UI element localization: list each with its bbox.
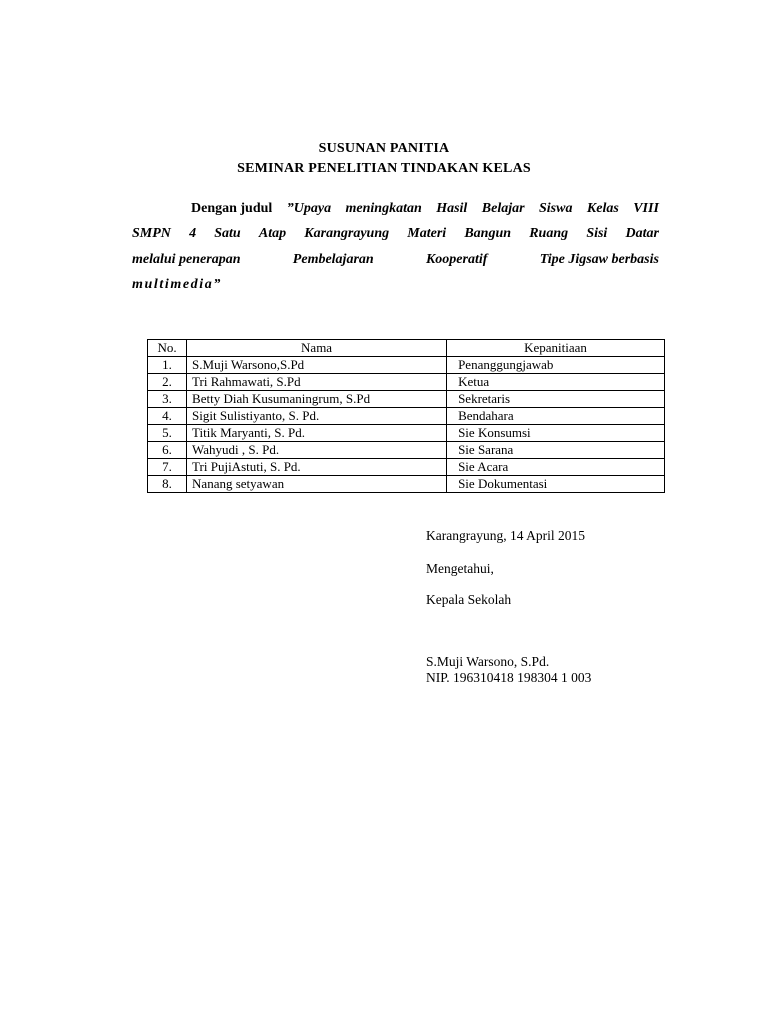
cell-kepanitiaan: Sie Dokumentasi: [447, 476, 665, 493]
intro-word: 4: [189, 226, 197, 241]
intro-word: melalui penerapan: [132, 252, 241, 267]
column-header-nama: Nama: [187, 340, 447, 357]
cell-kepanitiaan: Sie Acara: [447, 459, 665, 476]
table-row: [148, 425, 665, 442]
signature-nip: NIP. 196310418 198304 1 003: [426, 670, 592, 685]
table-header-row: [148, 340, 665, 357]
intro-word: Datar: [625, 226, 659, 241]
signature-place-date: Karangrayung, 14 April 2015: [426, 528, 585, 543]
document-title: SUSUNAN PANITIA: [318, 141, 450, 156]
cell-nama: Tri PujiAstuti, S. Pd.: [187, 459, 447, 476]
cell-kepanitiaan: Bendahara: [447, 408, 665, 425]
intro-word: Karangrayung: [304, 226, 390, 241]
document-subtitle: SEMINAR PENELITIAN TINDAKAN KELAS: [237, 161, 531, 176]
cell-no: 1.: [148, 357, 187, 374]
cell-nama: Nanang setyawan: [187, 476, 447, 493]
cell-no: 6.: [148, 442, 187, 459]
cell-no: 3.: [148, 391, 187, 408]
intro-word: Pembelajaran: [292, 252, 374, 267]
cell-nama: Sigit Sulistiyanto, S. Pd.: [187, 408, 447, 425]
signature-role: Kepala Sekolah: [426, 592, 512, 607]
cell-nama: Tri Rahmawati, S.Pd: [187, 374, 447, 391]
intro-word: Hasil: [436, 201, 468, 216]
intro-word: VIII: [633, 201, 659, 216]
cell-no: 2.: [148, 374, 187, 391]
intro-word: meningkatan: [345, 201, 422, 216]
cell-nama: Titik Maryanti, S. Pd.: [187, 425, 447, 442]
cell-no: 5.: [148, 425, 187, 442]
table-row: [148, 442, 665, 459]
table-row: [148, 374, 665, 391]
intro-line-1: [132, 200, 659, 218]
cell-no: 4.: [148, 408, 187, 425]
cell-nama: S.Muji Warsono,S.Pd: [187, 357, 447, 374]
intro-word: Satu: [214, 226, 241, 241]
cell-kepanitiaan: Sekretaris: [447, 391, 665, 408]
table-row: [148, 408, 665, 425]
intro-line-3: [132, 251, 659, 269]
cell-nama: Betty Diah Kusumaningrum, S.Pd: [187, 391, 447, 408]
intro-word: Sisi: [586, 226, 608, 241]
cell-kepanitiaan: Penanggungjawab: [447, 357, 665, 374]
intro-word: Tipe Jigsaw berbasis: [539, 252, 659, 267]
cell-nama: Wahyudi , S. Pd.: [187, 442, 447, 459]
intro-word: Belajar: [481, 201, 525, 216]
intro-word: multimedia”: [132, 277, 222, 292]
intro-line-4: [132, 276, 659, 294]
cell-kepanitiaan: Sie Konsumsi: [447, 425, 665, 442]
intro-word: Bangun: [464, 226, 512, 241]
committee-table: [147, 339, 665, 493]
table-row: [148, 476, 665, 493]
intro-word: ”Upaya: [286, 201, 332, 216]
table-row: [148, 459, 665, 476]
cell-no: 7.: [148, 459, 187, 476]
signature-acknowledged: Mengetahui,: [426, 561, 494, 576]
intro-word: Dengan judul: [191, 201, 273, 216]
cell-no: 8.: [148, 476, 187, 493]
intro-word: Kelas: [586, 201, 619, 216]
column-header-no: No.: [148, 340, 187, 357]
column-header-kepanitiaan: Kepanitiaan: [447, 340, 665, 357]
intro-word: Atap: [258, 226, 287, 241]
intro-word: Kooperatif: [425, 252, 488, 267]
table-row: [148, 357, 665, 374]
intro-word: Materi: [407, 226, 447, 241]
signature-name: S.Muji Warsono, S.Pd.: [426, 654, 550, 669]
cell-kepanitiaan: Sie Sarana: [447, 442, 665, 459]
intro-word: Ruang: [529, 226, 569, 241]
cell-kepanitiaan: Ketua: [447, 374, 665, 391]
table-row: [148, 391, 665, 408]
intro-word: Siswa: [538, 201, 573, 216]
intro-word: SMPN: [132, 226, 171, 241]
intro-line-2: [132, 225, 659, 243]
